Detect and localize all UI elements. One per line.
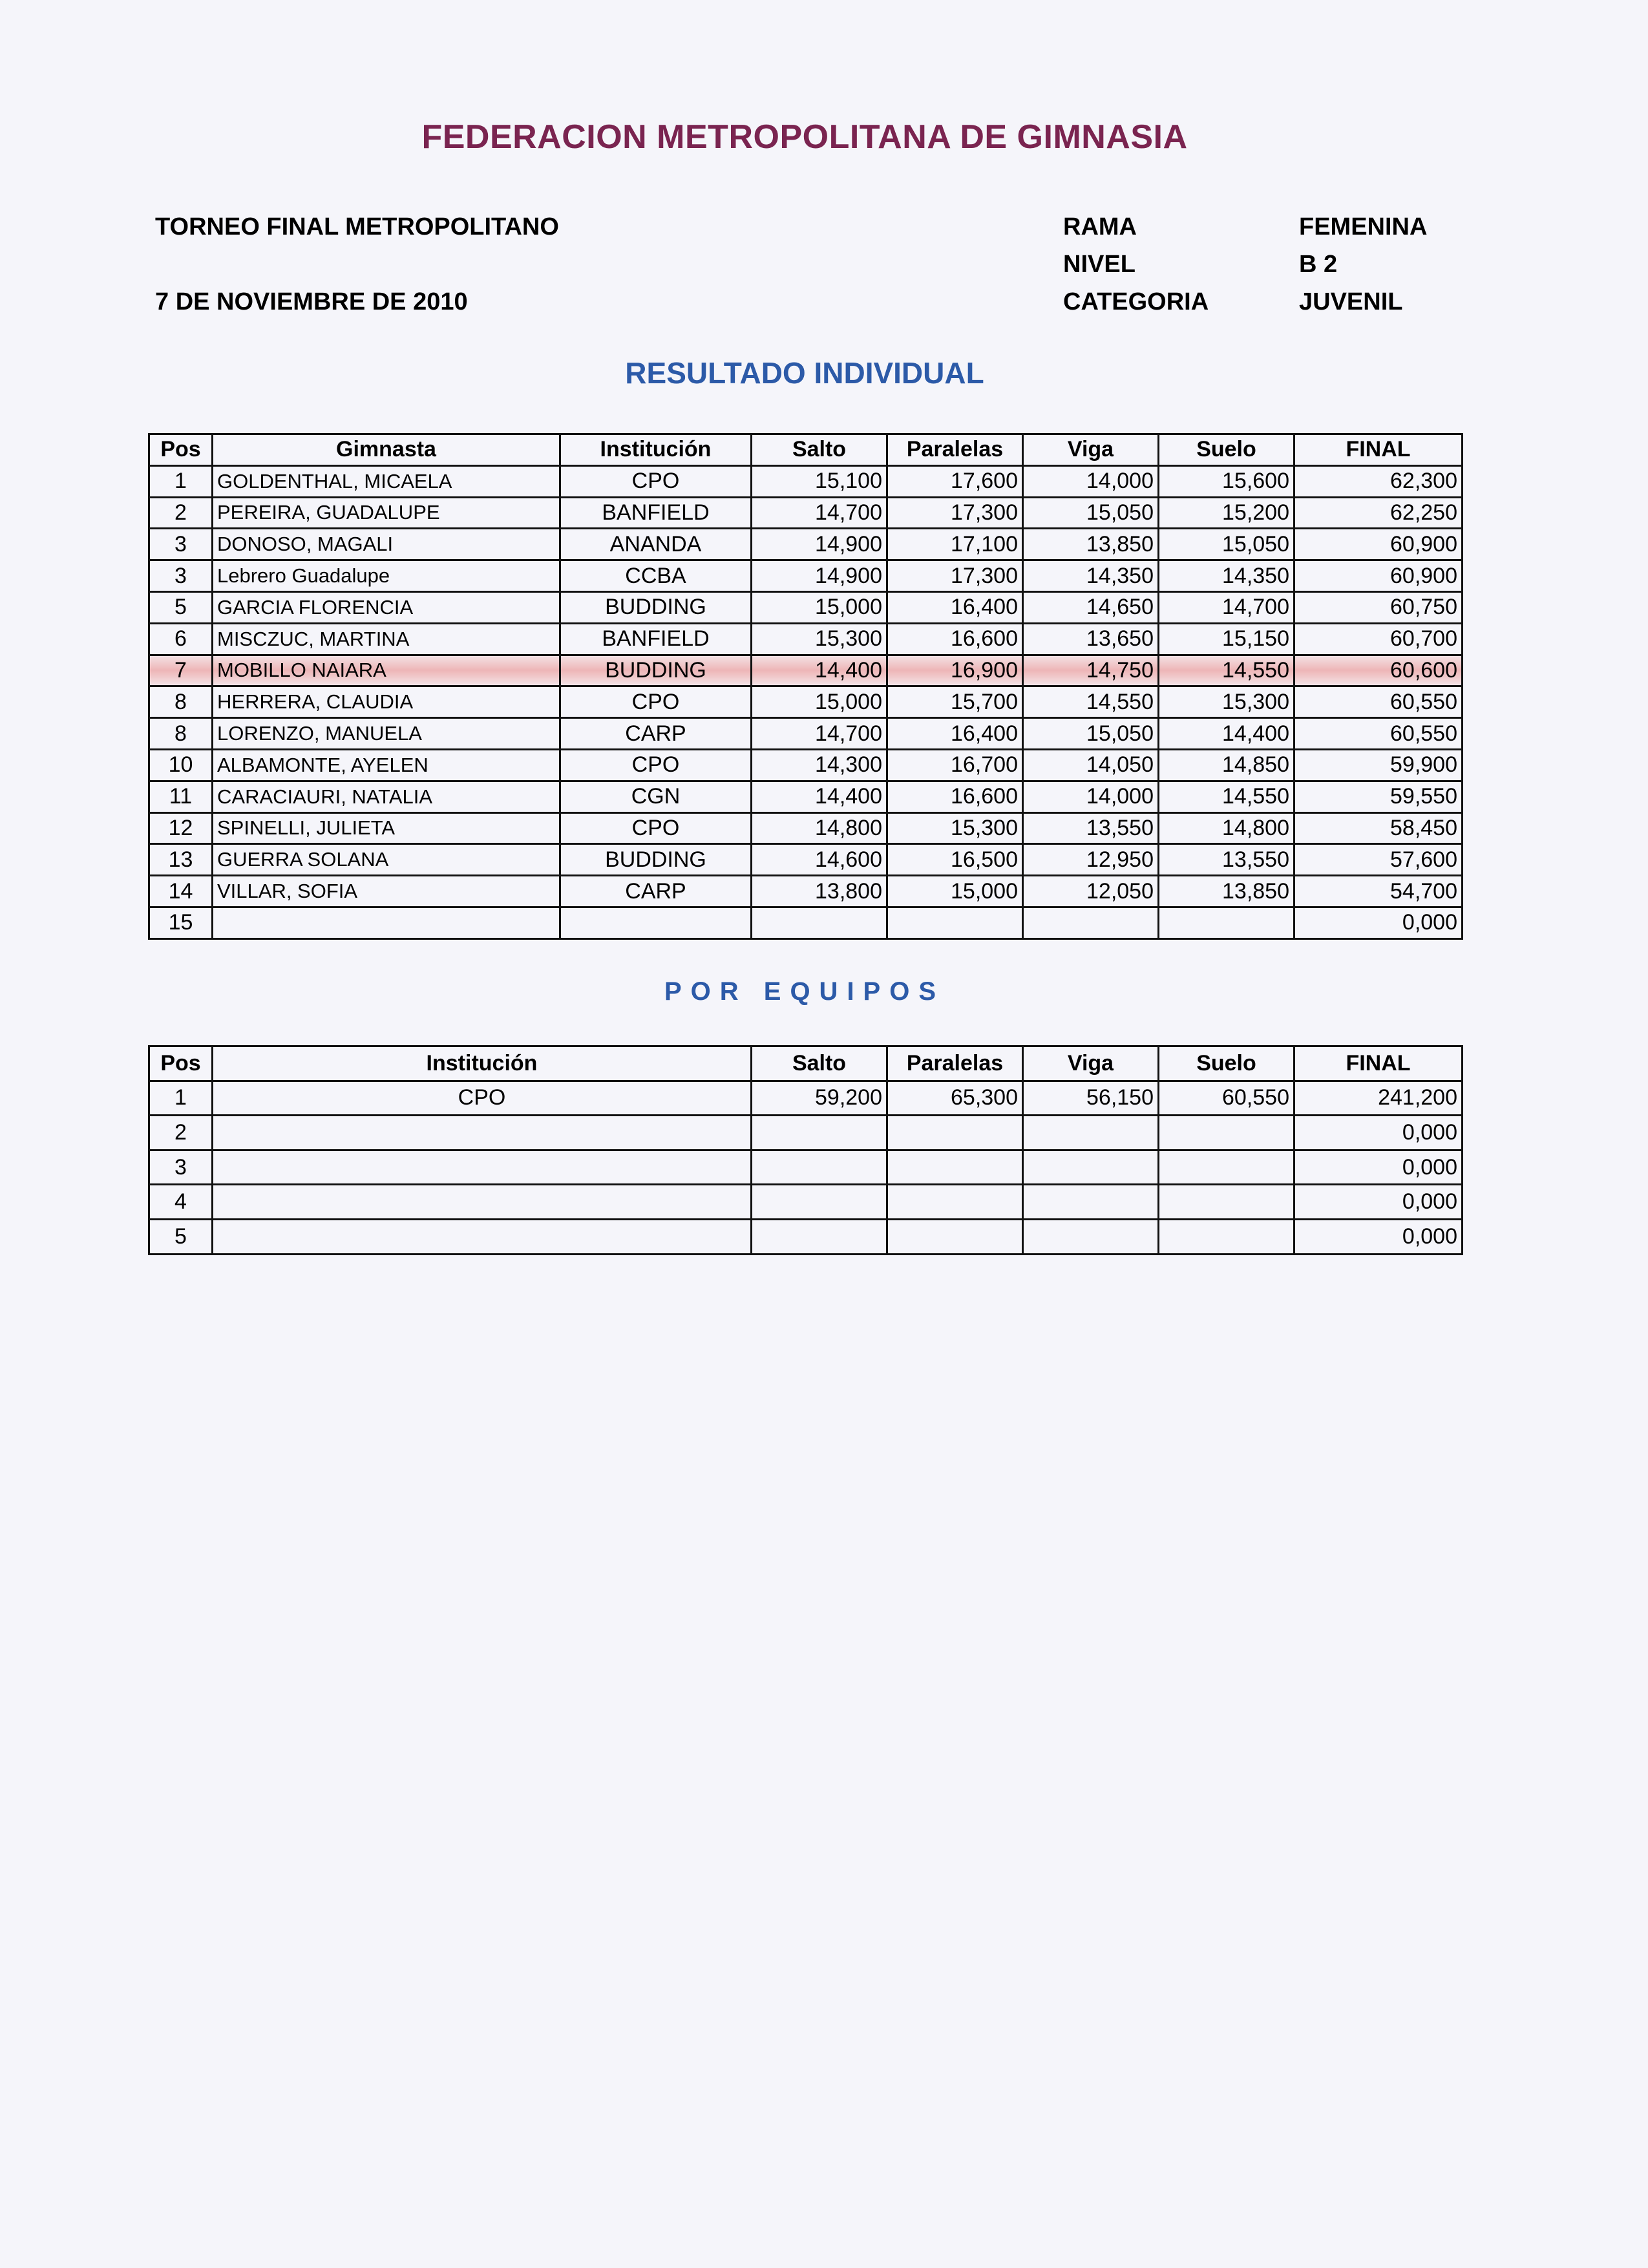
cell-final: 241,200: [1294, 1081, 1463, 1116]
team-results-title: POR EQUIPOS: [664, 977, 945, 1006]
cell-name: CARACIAURI, NATALIA: [213, 781, 560, 812]
cell-salto: 15,000: [752, 591, 887, 623]
cell-salto: 13,800: [752, 876, 887, 907]
cell-salto: 14,900: [752, 560, 887, 592]
categoria-value: JUVENIL: [1299, 288, 1403, 315]
cell-suelo: 15,300: [1159, 686, 1294, 718]
cell-final: 0,000: [1294, 1150, 1463, 1185]
tournament-date: 7 DE NOVIEMBRE DE 2010: [155, 288, 468, 315]
individual-row: [149, 781, 1463, 812]
cell-name: VILLAR, SOFIA: [213, 876, 560, 907]
cell-name: LORENZO, MANUELA: [213, 718, 560, 750]
cell-inst: CPO: [560, 749, 752, 781]
cell-name: ALBAMONTE, AYELEN: [213, 749, 560, 781]
cell-final: 60,600: [1294, 655, 1463, 686]
cell-name: MOBILLO NAIARA: [213, 655, 560, 686]
individual-row: [149, 844, 1463, 876]
cell-name: GOLDENTHAL, MICAELA: [213, 465, 560, 497]
cell-salto: 14,600: [752, 844, 887, 876]
cell-pos: 8: [149, 718, 213, 750]
cell-salto: 15,100: [752, 465, 887, 497]
cell-paralelas: 16,400: [887, 718, 1023, 750]
cell-salto: 14,800: [752, 812, 887, 844]
cell-pos: 4: [149, 1185, 213, 1220]
col-header-suelo: Suelo: [1159, 1046, 1294, 1081]
individual-row: [149, 497, 1463, 529]
col-header-pos: Pos: [149, 1046, 213, 1081]
cell-pos: 13: [149, 844, 213, 876]
cell-pos: 6: [149, 623, 213, 655]
cell-name: Lebrero Guadalupe: [213, 560, 560, 592]
individual-row: [149, 876, 1463, 907]
col-header-paralelas: Paralelas: [887, 1046, 1023, 1081]
cell-pos: 2: [149, 497, 213, 529]
cell-name: GUERRA SOLANA: [213, 844, 560, 876]
cell-inst: [213, 1185, 752, 1220]
cell-viga: [1023, 1116, 1159, 1150]
tournament-name: TORNEO FINAL METROPOLITANO: [155, 213, 559, 240]
equipos-row: [149, 1116, 1463, 1150]
cell-salto: 14,700: [752, 497, 887, 529]
col-header-institucion: Institución: [213, 1046, 752, 1081]
cell-salto: [752, 1219, 887, 1254]
cell-final: 60,900: [1294, 560, 1463, 592]
cell-inst: CPO: [560, 686, 752, 718]
individual-row: [149, 623, 1463, 655]
cell-paralelas: [887, 1116, 1023, 1150]
cell-salto: [752, 1116, 887, 1150]
cell-viga: 14,000: [1023, 781, 1159, 812]
cell-final: 62,250: [1294, 497, 1463, 529]
col-header-salto: Salto: [752, 434, 887, 466]
cell-suelo: [1159, 1116, 1294, 1150]
cell-pos: 14: [149, 876, 213, 907]
cell-salto: [752, 907, 887, 938]
cell-paralelas: 17,600: [887, 465, 1023, 497]
individual-row: [149, 686, 1463, 718]
individual-results-table: [148, 433, 1463, 940]
cell-viga: 13,850: [1023, 529, 1159, 560]
cell-suelo: 60,550: [1159, 1081, 1294, 1116]
cell-viga: [1023, 1219, 1159, 1254]
cell-salto: 59,200: [752, 1081, 887, 1116]
cell-pos: 5: [149, 1219, 213, 1254]
cell-pos: 5: [149, 591, 213, 623]
rama-value: FEMENINA: [1299, 213, 1428, 240]
cell-viga: 12,050: [1023, 876, 1159, 907]
col-header-paralelas: Paralelas: [887, 434, 1023, 466]
cell-paralelas: [887, 1185, 1023, 1220]
individual-row: [149, 591, 1463, 623]
cell-pos: 12: [149, 812, 213, 844]
cell-name: GARCIA FLORENCIA: [213, 591, 560, 623]
cell-inst: [213, 1116, 752, 1150]
individual-header-row: [149, 434, 1463, 466]
team-header-row: [149, 1046, 1463, 1081]
cell-viga: 14,350: [1023, 560, 1159, 592]
cell-pos: 3: [149, 529, 213, 560]
cell-salto: 14,400: [752, 781, 887, 812]
cell-pos: 1: [149, 465, 213, 497]
cell-paralelas: 15,000: [887, 876, 1023, 907]
col-header-viga: Viga: [1023, 434, 1159, 466]
cell-salto: 15,000: [752, 686, 887, 718]
individual-row: [149, 655, 1463, 686]
cell-inst: [560, 907, 752, 938]
cell-viga: [1023, 1185, 1159, 1220]
cell-suelo: [1159, 1219, 1294, 1254]
cell-viga: 13,550: [1023, 812, 1159, 844]
cell-inst: CARP: [560, 876, 752, 907]
cell-suelo: 14,350: [1159, 560, 1294, 592]
cell-salto: 15,300: [752, 623, 887, 655]
cell-suelo: 14,850: [1159, 749, 1294, 781]
cell-final: 0,000: [1294, 1185, 1463, 1220]
cell-salto: 14,400: [752, 655, 887, 686]
equipos-row: [149, 1219, 1463, 1254]
cell-final: 60,550: [1294, 686, 1463, 718]
cell-viga: 15,050: [1023, 497, 1159, 529]
col-header-pos: Pos: [149, 434, 213, 466]
cell-name: PEREIRA, GUADALUPE: [213, 497, 560, 529]
cell-suelo: [1159, 1150, 1294, 1185]
team-results-table: [148, 1045, 1463, 1255]
cell-suelo: 15,050: [1159, 529, 1294, 560]
cell-viga: 13,650: [1023, 623, 1159, 655]
cell-paralelas: 16,500: [887, 844, 1023, 876]
cell-inst: CPO: [560, 812, 752, 844]
individual-results-title: RESULTADO INDIVIDUAL: [625, 356, 984, 390]
col-header-final: FINAL: [1294, 1046, 1463, 1081]
cell-pos: 8: [149, 686, 213, 718]
cell-final: 0,000: [1294, 1219, 1463, 1254]
equipos-row: [149, 1150, 1463, 1185]
cell-paralelas: [887, 1150, 1023, 1185]
cell-final: 60,700: [1294, 623, 1463, 655]
cell-paralelas: 17,300: [887, 497, 1023, 529]
cell-inst: [213, 1150, 752, 1185]
col-header-salto: Salto: [752, 1046, 887, 1081]
cell-salto: 14,900: [752, 529, 887, 560]
cell-suelo: 14,700: [1159, 591, 1294, 623]
cell-name: MISCZUC, MARTINA: [213, 623, 560, 655]
cell-viga: 14,050: [1023, 749, 1159, 781]
individual-row: [149, 812, 1463, 844]
nivel-value: B 2: [1299, 251, 1338, 278]
cell-paralelas: 17,300: [887, 560, 1023, 592]
cell-viga: 14,000: [1023, 465, 1159, 497]
cell-name: DONOSO, MAGALI: [213, 529, 560, 560]
individual-row: [149, 529, 1463, 560]
cell-suelo: 15,600: [1159, 465, 1294, 497]
cell-final: 58,450: [1294, 812, 1463, 844]
cell-viga: 14,550: [1023, 686, 1159, 718]
cell-suelo: 14,550: [1159, 655, 1294, 686]
cell-inst: BUDDING: [560, 591, 752, 623]
individual-row: [149, 718, 1463, 750]
cell-paralelas: 16,600: [887, 623, 1023, 655]
cell-salto: [752, 1150, 887, 1185]
cell-viga: 56,150: [1023, 1081, 1159, 1116]
col-header-institucion: Institución: [560, 434, 752, 466]
cell-suelo: 14,400: [1159, 718, 1294, 750]
cell-inst: CCBA: [560, 560, 752, 592]
cell-paralelas: 15,300: [887, 812, 1023, 844]
nivel-label: NIVEL: [1063, 251, 1136, 278]
cell-pos: 2: [149, 1116, 213, 1150]
cell-inst: [213, 1219, 752, 1254]
equipos-row: [149, 1185, 1463, 1220]
cell-pos: 10: [149, 749, 213, 781]
cell-paralelas: [887, 1219, 1023, 1254]
cell-salto: [752, 1185, 887, 1220]
cell-final: 60,750: [1294, 591, 1463, 623]
cell-final: 57,600: [1294, 844, 1463, 876]
cell-paralelas: 16,700: [887, 749, 1023, 781]
cell-suelo: [1159, 1185, 1294, 1220]
cell-suelo: 13,850: [1159, 876, 1294, 907]
col-header-viga: Viga: [1023, 1046, 1159, 1081]
cell-name: HERRERA, CLAUDIA: [213, 686, 560, 718]
cell-inst: CPO: [213, 1081, 752, 1116]
cell-viga: [1023, 907, 1159, 938]
cell-suelo: 13,550: [1159, 844, 1294, 876]
cell-suelo: 15,200: [1159, 497, 1294, 529]
cell-inst: BANFIELD: [560, 623, 752, 655]
federation-title: FEDERACION METROPOLITANA DE GIMNASIA: [421, 118, 1188, 156]
cell-final: 54,700: [1294, 876, 1463, 907]
cell-pos: 3: [149, 1150, 213, 1185]
cell-pos: 15: [149, 907, 213, 938]
individual-row: [149, 749, 1463, 781]
cell-pos: 11: [149, 781, 213, 812]
cell-final: 59,550: [1294, 781, 1463, 812]
cell-final: 62,300: [1294, 465, 1463, 497]
individual-row: [149, 907, 1463, 938]
cell-paralelas: 16,900: [887, 655, 1023, 686]
cell-paralelas: 16,400: [887, 591, 1023, 623]
cell-suelo: 14,550: [1159, 781, 1294, 812]
individual-row: [149, 465, 1463, 497]
cell-pos: 1: [149, 1081, 213, 1116]
cell-paralelas: [887, 907, 1023, 938]
cell-salto: 14,300: [752, 749, 887, 781]
cell-salto: 14,700: [752, 718, 887, 750]
cell-name: [213, 907, 560, 938]
cell-paralelas: 16,600: [887, 781, 1023, 812]
cell-inst: BUDDING: [560, 655, 752, 686]
cell-suelo: 15,150: [1159, 623, 1294, 655]
cell-name: SPINELLI, JULIETA: [213, 812, 560, 844]
rama-label: RAMA: [1063, 213, 1137, 240]
cell-suelo: [1159, 907, 1294, 938]
cell-inst: CGN: [560, 781, 752, 812]
cell-paralelas: 15,700: [887, 686, 1023, 718]
col-header-suelo: Suelo: [1159, 434, 1294, 466]
cell-final: 0,000: [1294, 1116, 1463, 1150]
cell-final: 0,000: [1294, 907, 1463, 938]
cell-final: 60,550: [1294, 718, 1463, 750]
cell-final: 60,900: [1294, 529, 1463, 560]
cell-final: 59,900: [1294, 749, 1463, 781]
individual-row: [149, 560, 1463, 592]
cell-inst: ANANDA: [560, 529, 752, 560]
equipos-row: [149, 1081, 1463, 1116]
cell-pos: 7: [149, 655, 213, 686]
cell-inst: CARP: [560, 718, 752, 750]
categoria-label: CATEGORIA: [1063, 288, 1209, 315]
cell-viga: 12,950: [1023, 844, 1159, 876]
cell-suelo: 14,800: [1159, 812, 1294, 844]
cell-inst: CPO: [560, 465, 752, 497]
cell-viga: 15,050: [1023, 718, 1159, 750]
cell-viga: 14,750: [1023, 655, 1159, 686]
cell-paralelas: 17,100: [887, 529, 1023, 560]
cell-inst: BANFIELD: [560, 497, 752, 529]
col-header-gimnasta: Gimnasta: [213, 434, 560, 466]
cell-viga: 14,650: [1023, 591, 1159, 623]
cell-viga: [1023, 1150, 1159, 1185]
cell-pos: 3: [149, 560, 213, 592]
cell-inst: BUDDING: [560, 844, 752, 876]
col-header-final: FINAL: [1294, 434, 1463, 466]
cell-paralelas: 65,300: [887, 1081, 1023, 1116]
